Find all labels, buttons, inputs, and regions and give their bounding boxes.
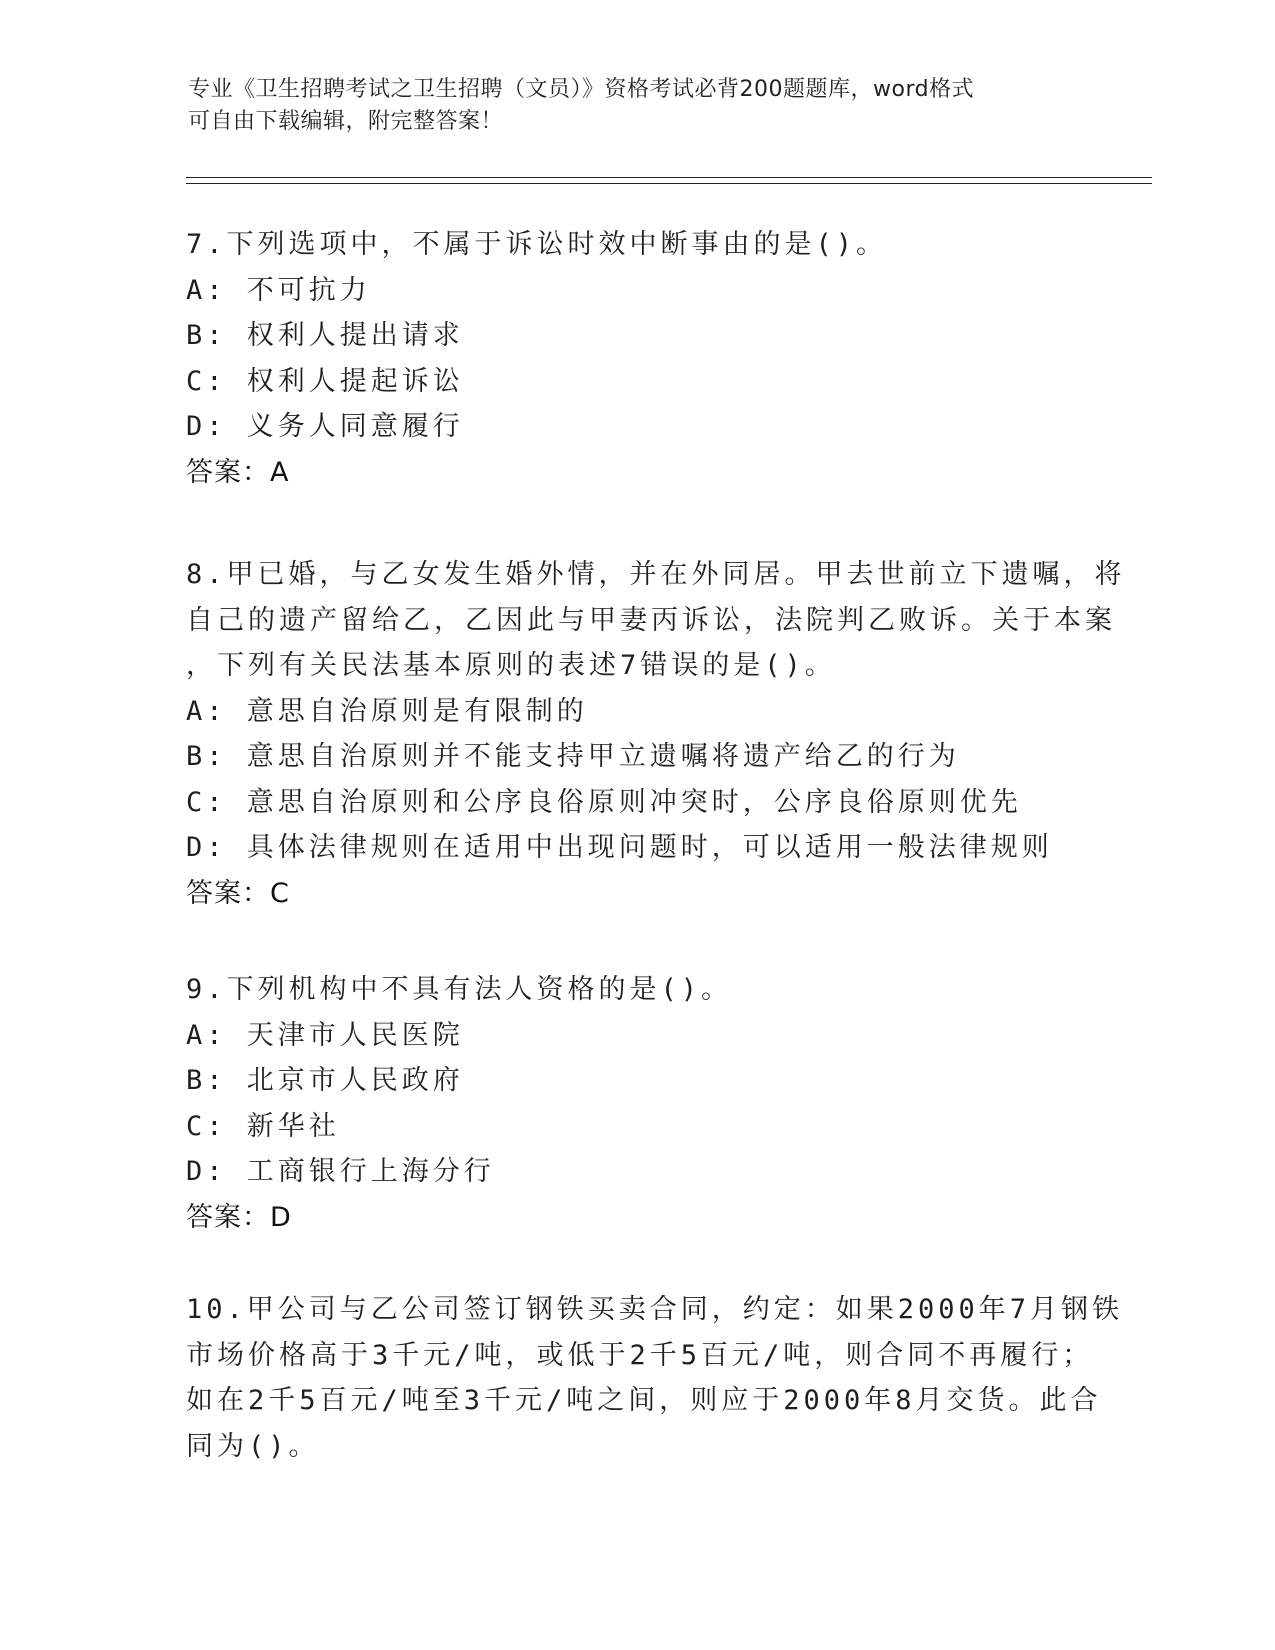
option-b: B: 意思自治原则并不能支持甲立遗嘱将遗产给乙的行为 [186, 741, 960, 772]
question-stem: 同为()。 [186, 1430, 320, 1462]
option-b: B: 权利人提出请求 [186, 320, 464, 351]
answer-label: 答案：D [186, 1201, 292, 1233]
header-line-1: 专业《卫生招聘考试之卫生招聘（文员）》资格考试必背200题题库，word格式 [188, 77, 975, 102]
option-a: A: 意思自治原则是有限制的 [186, 695, 588, 727]
option-c: C: 新华社 [186, 1110, 340, 1142]
question-item [186, 552, 1126, 916]
question-stem: 如在2千5百元/吨至3千元/吨之间，则应于2000年8月交货。此合 [186, 1385, 1102, 1416]
question-stem: 市场价格高于3千元/吨，或低于2千5百元/吨，则合同不再履行； [186, 1339, 1094, 1371]
answer-label: 答案：C [186, 877, 290, 909]
question-stem: ，下列有关民法基本原则的表述7错误的是()。 [186, 650, 836, 681]
question-stem: 9.下列机构中不具有法人资格的是()。 [186, 974, 733, 1005]
option-a: A: 不可抗力 [186, 274, 371, 306]
question-stem: 自己的遗产留给乙，乙因此与甲妻丙诉讼，法院判乙败诉。关于本案 [186, 604, 1116, 636]
question-item [186, 222, 887, 495]
option-b: B: 北京市人民政府 [186, 1065, 464, 1096]
question-item [186, 1287, 1123, 1469]
header-line-2: 可自由下载编辑，附完整答案！ [188, 109, 504, 134]
question-item [186, 967, 732, 1240]
question-stem: 8.甲已婚，与乙女发生婚外情，并在外同居。甲去世前立下遗嘱，将 [186, 559, 1126, 590]
option-a: A: 天津市人民医院 [186, 1019, 464, 1051]
question-stem: 7.下列选项中，不属于诉讼时效中断事由的是()。 [186, 229, 888, 260]
document-header [188, 74, 1068, 138]
header-double-rule [186, 177, 1152, 184]
option-d: D: 义务人同意履行 [186, 411, 464, 442]
question-stem: 10.甲公司与乙公司签订钢铁买卖合同，约定：如果2000年7月钢铁 [186, 1294, 1124, 1325]
answer-label: 答案：A [186, 456, 290, 488]
option-d: D: 工商银行上海分行 [186, 1156, 495, 1187]
option-d: D: 具体法律规则在适用中出现问题时，可以适用一般法律规则 [186, 832, 1053, 863]
option-c: C: 意思自治原则和公序良俗原则冲突时，公序良俗原则优先 [186, 786, 1022, 818]
option-c: C: 权利人提起诉讼 [186, 365, 464, 397]
